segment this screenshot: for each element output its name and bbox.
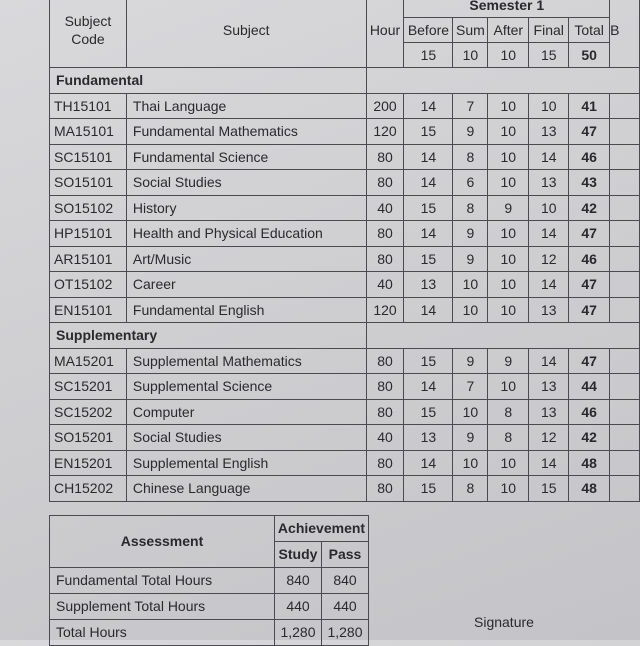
table-row bbox=[50, 399, 640, 425]
score-total: 42 bbox=[569, 425, 610, 451]
score-sum: 9 bbox=[453, 425, 488, 451]
score-sum: 9 bbox=[453, 119, 488, 145]
score-after: 9 bbox=[488, 195, 529, 221]
hours: 120 bbox=[366, 297, 404, 323]
table-row bbox=[50, 246, 640, 272]
assessment-row bbox=[50, 594, 369, 620]
score-total: 47 bbox=[569, 297, 610, 323]
subject-code: MA15201 bbox=[50, 348, 127, 374]
score-after: 10 bbox=[488, 374, 529, 400]
score-final: 10 bbox=[529, 93, 569, 119]
score-total: 43 bbox=[569, 170, 610, 196]
assessment-table bbox=[49, 515, 369, 646]
subject-name: Fundamental English bbox=[126, 297, 366, 323]
study-hours: 440 bbox=[275, 594, 322, 620]
score-total: 46 bbox=[569, 246, 610, 272]
subject-code: OT15102 bbox=[50, 272, 127, 298]
col-after: After bbox=[488, 18, 529, 43]
pass-hours: 840 bbox=[322, 568, 369, 594]
subject-name: Social Studies bbox=[126, 425, 366, 451]
score-after: 10 bbox=[488, 450, 529, 476]
hours: 80 bbox=[366, 221, 404, 247]
score-after: 10 bbox=[488, 272, 529, 298]
assessment-label: Fundamental Total Hours bbox=[50, 568, 275, 594]
score-total: 48 bbox=[569, 450, 610, 476]
subject-name: Fundamental Science bbox=[126, 144, 366, 170]
score-sum: 7 bbox=[453, 374, 488, 400]
score-sum: 10 bbox=[453, 399, 488, 425]
subject-code-header: Subject Code bbox=[50, 0, 127, 68]
assessment-title: Assessment bbox=[50, 516, 275, 568]
study-hours: 1,280 bbox=[275, 620, 322, 646]
subject-name: Fundamental Mathematics bbox=[126, 119, 366, 145]
study-hours: 840 bbox=[275, 568, 322, 594]
score-sum: 8 bbox=[453, 476, 488, 502]
score-final: 13 bbox=[529, 119, 569, 145]
assessment-row bbox=[50, 568, 369, 594]
score-before: 15 bbox=[404, 195, 453, 221]
hours: 80 bbox=[366, 348, 404, 374]
table-row bbox=[50, 425, 640, 451]
header-row-semester bbox=[50, 0, 640, 18]
score-before: 13 bbox=[404, 272, 453, 298]
score-before: 15 bbox=[404, 119, 453, 145]
score-before: 14 bbox=[404, 221, 453, 247]
assessment-rows bbox=[50, 568, 369, 646]
score-total: 41 bbox=[569, 93, 610, 119]
col-total: Total bbox=[569, 18, 610, 43]
table-row bbox=[50, 272, 640, 298]
subject-code: EN15101 bbox=[50, 297, 127, 323]
score-after: 8 bbox=[488, 399, 529, 425]
assessment-label: Supplement Total Hours bbox=[50, 594, 275, 620]
hours: 80 bbox=[366, 476, 404, 502]
score-sum: 6 bbox=[453, 170, 488, 196]
score-total: 44 bbox=[569, 374, 610, 400]
score-after: 10 bbox=[488, 476, 529, 502]
subject-name: Supplemental Science bbox=[126, 374, 366, 400]
score-final: 14 bbox=[529, 221, 569, 247]
score-before: 14 bbox=[404, 170, 453, 196]
fundamental-rows bbox=[50, 93, 640, 323]
max-final: 15 bbox=[529, 43, 569, 68]
score-total: 47 bbox=[569, 272, 610, 298]
score-sum: 9 bbox=[453, 348, 488, 374]
hours: 80 bbox=[366, 399, 404, 425]
score-before: 15 bbox=[404, 246, 453, 272]
table-row bbox=[50, 119, 640, 145]
pass-hours: 1,280 bbox=[322, 620, 369, 646]
score-after: 10 bbox=[488, 246, 529, 272]
subject-code: SO15102 bbox=[50, 195, 127, 221]
score-sum: 9 bbox=[453, 246, 488, 272]
subject-code: SC15202 bbox=[50, 399, 127, 425]
table-row bbox=[50, 374, 640, 400]
col-before: Before bbox=[404, 18, 453, 43]
subject-name: Chinese Language bbox=[126, 476, 366, 502]
subject-name: Health and Physical Education bbox=[126, 221, 366, 247]
score-before: 15 bbox=[404, 399, 453, 425]
table-row bbox=[50, 348, 640, 374]
score-total: 46 bbox=[569, 399, 610, 425]
score-final: 14 bbox=[529, 348, 569, 374]
subject-code: SC15101 bbox=[50, 144, 127, 170]
pass-hours: 440 bbox=[322, 594, 369, 620]
score-final: 13 bbox=[529, 297, 569, 323]
subject-header: Subject bbox=[126, 0, 366, 68]
col-final: Final bbox=[529, 18, 569, 43]
hours: 80 bbox=[366, 144, 404, 170]
table-row bbox=[50, 144, 640, 170]
subject-code: EN15201 bbox=[50, 450, 127, 476]
score-final: 13 bbox=[529, 374, 569, 400]
score-final: 10 bbox=[529, 195, 569, 221]
score-final: 14 bbox=[529, 144, 569, 170]
score-sum: 10 bbox=[453, 272, 488, 298]
assessment-row bbox=[50, 620, 369, 646]
score-total: 42 bbox=[569, 195, 610, 221]
score-sum: 8 bbox=[453, 195, 488, 221]
score-final: 15 bbox=[529, 476, 569, 502]
score-total: 46 bbox=[569, 144, 610, 170]
score-total: 47 bbox=[569, 221, 610, 247]
score-final: 12 bbox=[529, 425, 569, 451]
subject-code: SO15101 bbox=[50, 170, 127, 196]
score-after: 9 bbox=[488, 348, 529, 374]
score-before: 14 bbox=[404, 93, 453, 119]
score-before: 14 bbox=[404, 374, 453, 400]
signature-label: Signature bbox=[474, 614, 534, 630]
subject-name: Thai Language bbox=[126, 93, 366, 119]
score-sum: 9 bbox=[453, 221, 488, 247]
subject-name: Art/Music bbox=[126, 246, 366, 272]
pass-header: Pass bbox=[322, 542, 369, 568]
hours: 40 bbox=[366, 195, 404, 221]
subject-code: SO15201 bbox=[50, 425, 127, 451]
score-before: 15 bbox=[404, 348, 453, 374]
subject-name: Social Studies bbox=[126, 170, 366, 196]
section-label: Supplementary bbox=[50, 323, 367, 349]
subject-name: Supplemental Mathematics bbox=[126, 348, 366, 374]
score-sum: 8 bbox=[453, 144, 488, 170]
score-after: 10 bbox=[488, 170, 529, 196]
assessment-label: Total Hours bbox=[50, 620, 275, 646]
achievement-header: Achievement bbox=[275, 516, 369, 542]
score-sum: 10 bbox=[453, 450, 488, 476]
score-before: 14 bbox=[404, 144, 453, 170]
score-final: 12 bbox=[529, 246, 569, 272]
hours: 40 bbox=[366, 272, 404, 298]
hours: 80 bbox=[366, 374, 404, 400]
subject-code: SC15201 bbox=[50, 374, 127, 400]
subject-name: Supplemental English bbox=[126, 450, 366, 476]
score-after: 10 bbox=[488, 144, 529, 170]
score-before: 13 bbox=[404, 425, 453, 451]
score-sum: 10 bbox=[453, 297, 488, 323]
score-before: 15 bbox=[404, 476, 453, 502]
hour-header: Hour bbox=[366, 0, 404, 68]
subject-name: Computer bbox=[126, 399, 366, 425]
semester-header: Semester 1 bbox=[404, 0, 610, 18]
score-before: 14 bbox=[404, 450, 453, 476]
subject-code: MA15101 bbox=[50, 119, 127, 145]
score-final: 13 bbox=[529, 170, 569, 196]
hours: 120 bbox=[366, 119, 404, 145]
section-label: Fundamental bbox=[50, 68, 367, 94]
score-final: 14 bbox=[529, 450, 569, 476]
section-fundamental bbox=[50, 68, 640, 94]
score-after: 10 bbox=[488, 221, 529, 247]
subject-code: CH15202 bbox=[50, 476, 127, 502]
score-sum: 7 bbox=[453, 93, 488, 119]
max-total: 50 bbox=[569, 43, 610, 68]
max-after: 10 bbox=[488, 43, 529, 68]
table-row bbox=[50, 221, 640, 247]
table-row bbox=[50, 476, 640, 502]
max-sum: 10 bbox=[453, 43, 488, 68]
table-row bbox=[50, 170, 640, 196]
hours: 40 bbox=[366, 425, 404, 451]
score-after: 8 bbox=[488, 425, 529, 451]
study-header: Study bbox=[275, 542, 322, 568]
score-after: 10 bbox=[488, 119, 529, 145]
score-total: 47 bbox=[569, 348, 610, 374]
hours: 80 bbox=[366, 170, 404, 196]
next-column-stub: B bbox=[610, 0, 640, 68]
score-total: 48 bbox=[569, 476, 610, 502]
max-before: 15 bbox=[404, 43, 453, 68]
score-before: 14 bbox=[404, 297, 453, 323]
score-final: 13 bbox=[529, 399, 569, 425]
table-row bbox=[50, 450, 640, 476]
subject-name: Career bbox=[126, 272, 366, 298]
hours: 80 bbox=[366, 450, 404, 476]
subject-name: History bbox=[126, 195, 366, 221]
assessment-header-row bbox=[50, 516, 369, 542]
subject-code: TH15101 bbox=[50, 93, 127, 119]
hours: 80 bbox=[366, 246, 404, 272]
subject-code: AR15101 bbox=[50, 246, 127, 272]
supplementary-rows bbox=[50, 348, 640, 501]
table-row bbox=[50, 93, 640, 119]
table-row bbox=[50, 297, 640, 323]
score-after: 10 bbox=[488, 93, 529, 119]
score-final: 14 bbox=[529, 272, 569, 298]
subject-code: HP15101 bbox=[50, 221, 127, 247]
score-after: 10 bbox=[488, 297, 529, 323]
hours: 200 bbox=[366, 93, 404, 119]
table-row bbox=[50, 195, 640, 221]
score-total: 47 bbox=[569, 119, 610, 145]
grades-table bbox=[49, 0, 640, 502]
col-sum: Sum bbox=[453, 18, 488, 43]
section-supplementary bbox=[50, 323, 640, 349]
